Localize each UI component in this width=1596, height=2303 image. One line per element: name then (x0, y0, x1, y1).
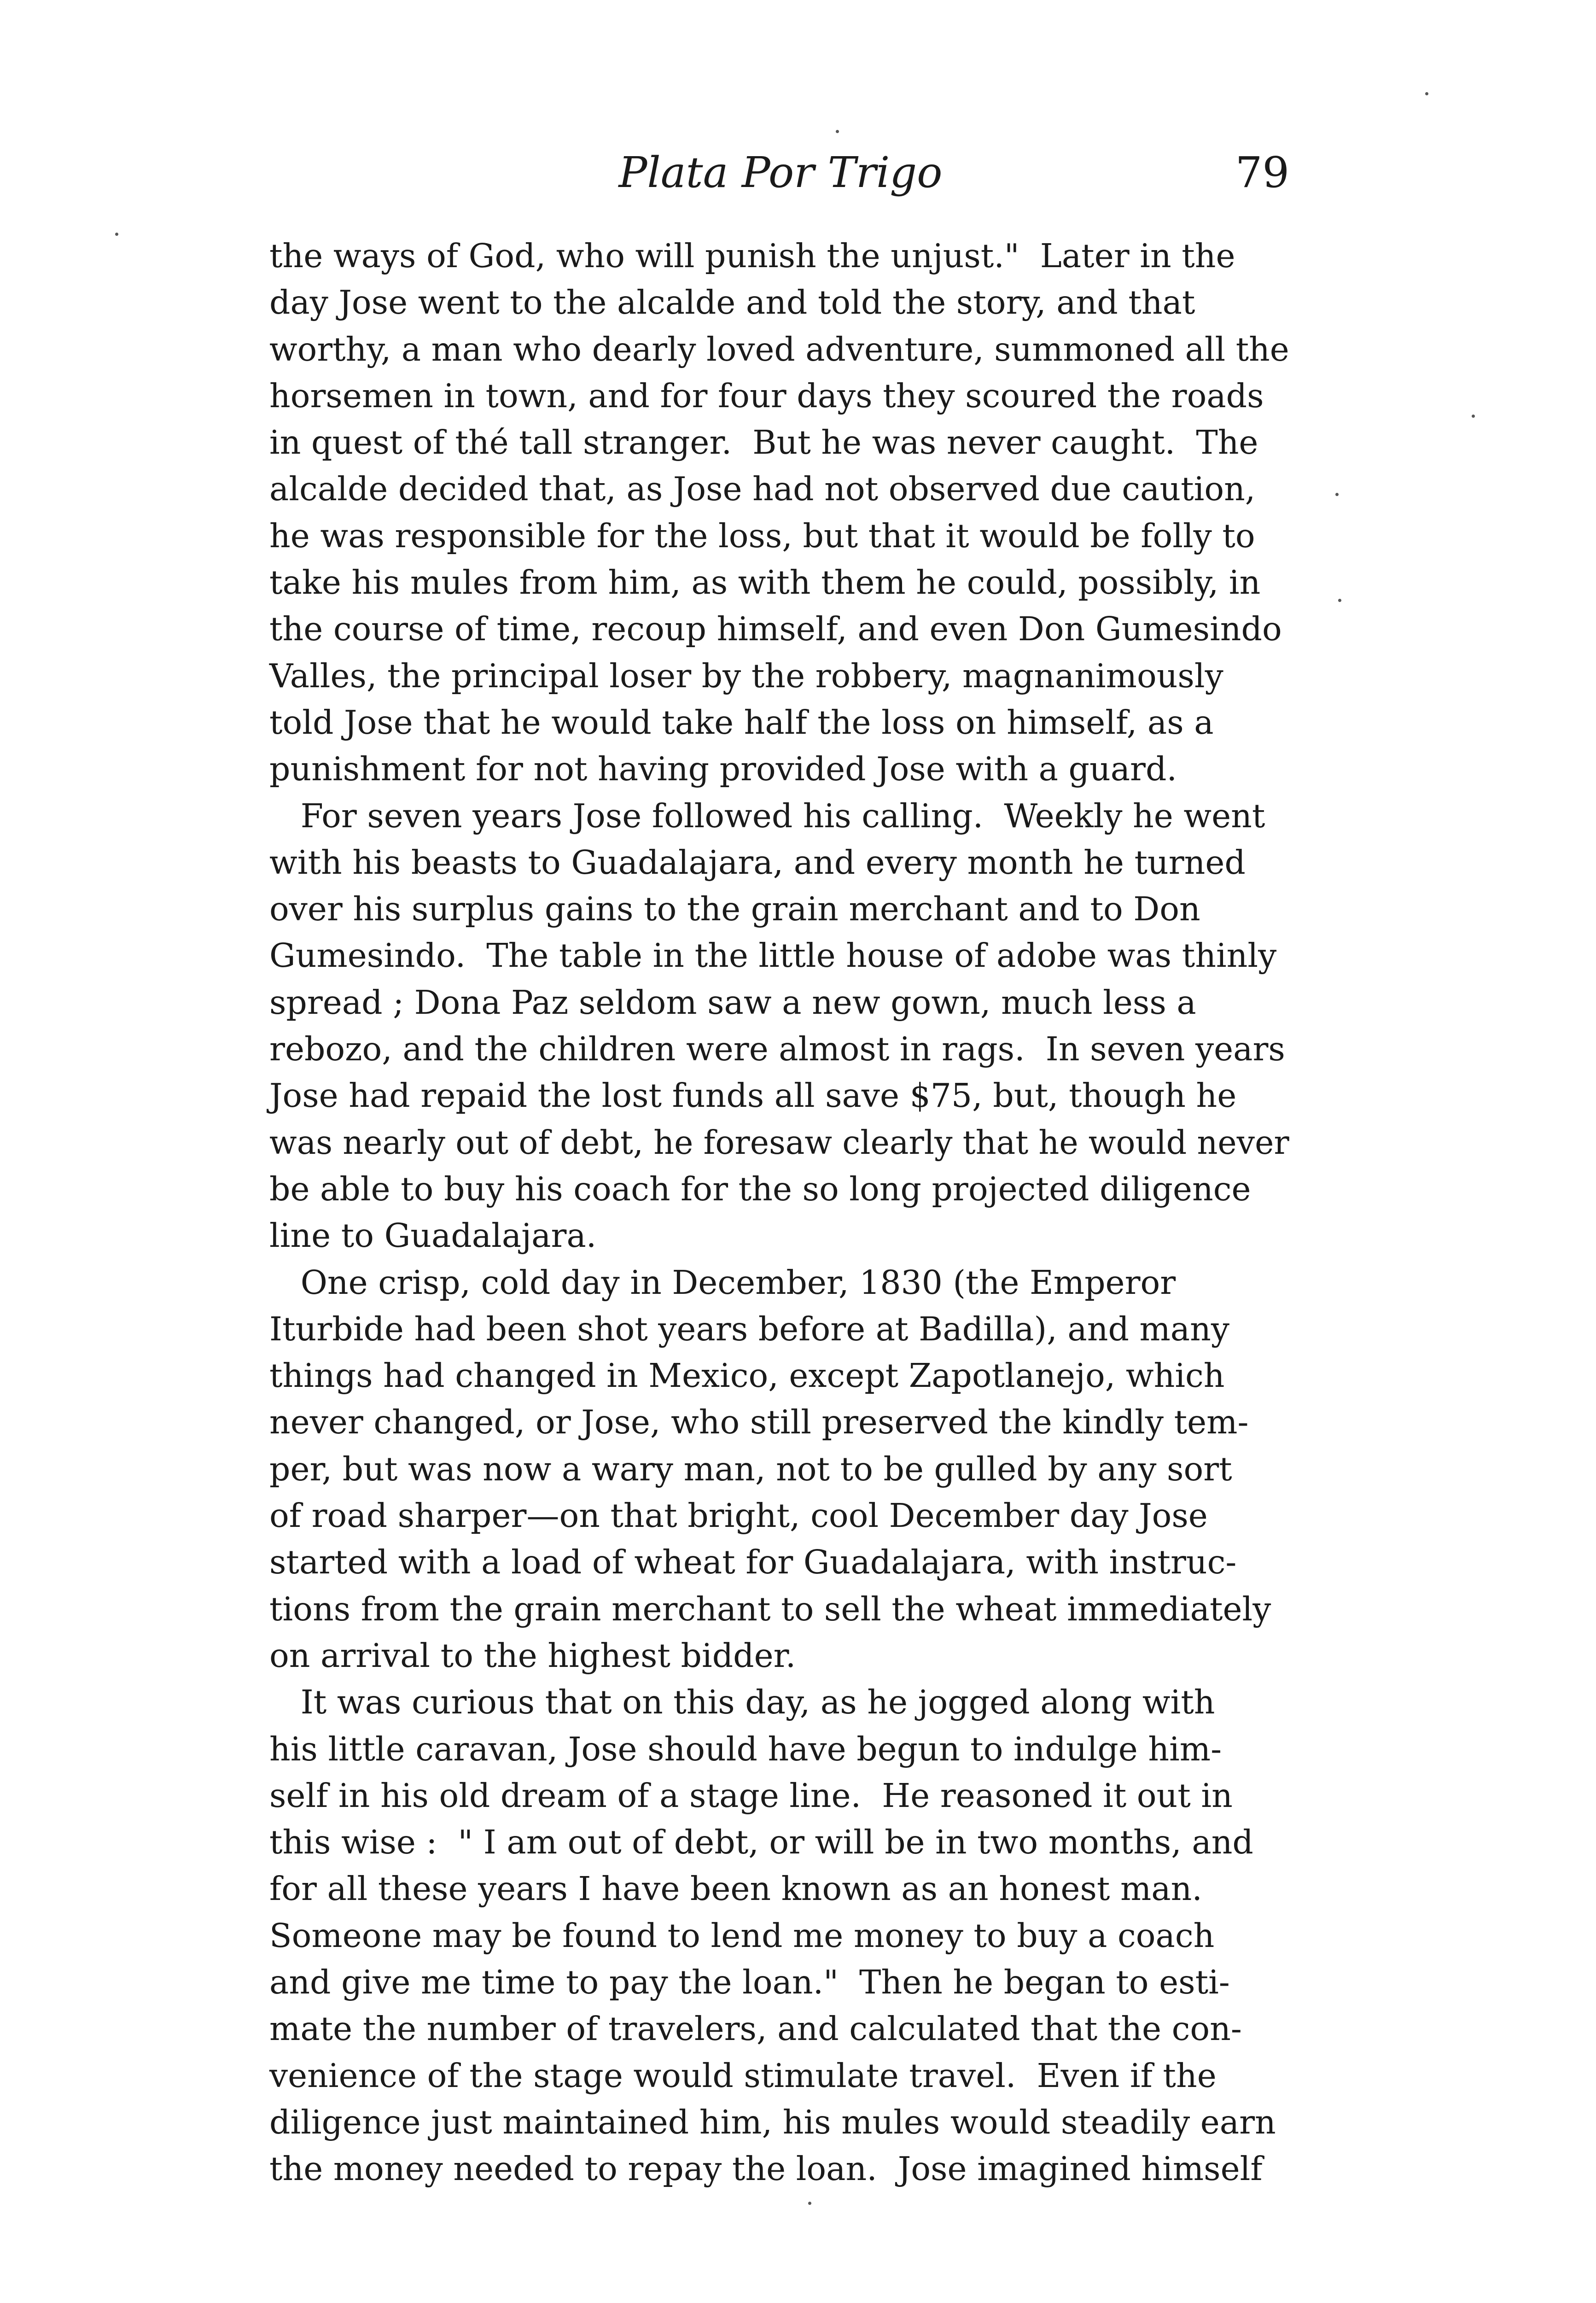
text-line: started with a load of wheat for Guadalajara, with instruc- (269, 1543, 1237, 1582)
text-line: told Jose that he would take half the loss on himself, as a (269, 703, 1214, 742)
text-line: self in his old dream of a stage line. He reasoned it out in (269, 1776, 1233, 1815)
text-line: the ways of God, who will punish the unjust." Later in the (269, 237, 1235, 275)
text-line: be able to buy his coach for the so long projected diligence (269, 1169, 1251, 1208)
text-line: mate the number of travelers, and calculated that the con- (269, 2010, 1242, 2048)
text-line: the course of time, recoup himself, and even Don Gumesindo (269, 610, 1282, 649)
text-line: horsemen in town, and for four days they scoured the roads (269, 376, 1264, 415)
body-text (269, 233, 1289, 2192)
text-line: his little caravan, Jose should have begun to indulge him- (269, 1730, 1222, 1768)
text-line: take his mules from him, as with them he could, possibly, in (269, 563, 1261, 602)
text-line: Iturbide had been shot years before at Badilla), and many (269, 1309, 1229, 1348)
text-line: Gumesindo. The table in the little house of adobe was thinly (269, 936, 1277, 975)
scan-speck (836, 130, 839, 133)
text-line: per, but was now a wary man, not to be gulled by any sort (269, 1450, 1232, 1488)
text-line: alcalde decided that, as Jose had not observed due caution, (269, 470, 1256, 509)
text-line: and give me time to pay the loan." Then he began to esti- (269, 1963, 1230, 2001)
text-line: Valles, the principal loser by the robbery, magnanimously (269, 656, 1223, 695)
scan-speck (1335, 493, 1339, 496)
text-line: spread ; Dona Paz seldom saw a new gown, much less a (269, 983, 1196, 1022)
page-number: 79 (1235, 148, 1289, 197)
running-head (272, 138, 1289, 207)
text-line: the money needed to repay the loan. Jose imagined himself (269, 2150, 1263, 2188)
text-line: with his beasts to Guadalajara, and every month he turned (269, 843, 1246, 882)
text-line: he was responsible for the loss, but that it would be folly to (269, 516, 1255, 555)
text-line: Someone may be found to lend me money to buy a coach (269, 1916, 1215, 1955)
text-line: Jose had repaid the lost funds all save $75, but, though he (269, 1076, 1237, 1115)
text-line: It was curious that on this day, as he jogged along with (269, 1683, 1215, 1722)
text-line: punishment for not having provided Jose with a guard. (269, 750, 1177, 789)
scan-speck (115, 233, 118, 236)
text-line: One crisp, cold day in December, 1830 (the Emperor (269, 1263, 1176, 1302)
text-line: day Jose went to the alcalde and told the story, and that (269, 283, 1195, 322)
scan-speck (808, 2202, 811, 2205)
text-line: of road sharper—on that bright, cool December day Jose (269, 1496, 1208, 1535)
text-line: For seven years Jose followed his calling. Weekly he went (269, 796, 1265, 835)
text-line: in quest of thé tall stranger. But he was never caught. The (269, 423, 1258, 462)
text-line: over his surplus gains to the grain merchant and to Don (269, 890, 1200, 929)
text-line: line to Guadalajara. (269, 1216, 597, 1255)
text-line: venience of the stage would stimulate travel. Even if the (269, 2056, 1217, 2095)
text-line: diligence just maintained him, his mules would steadily earn (269, 2103, 1276, 2141)
text-line: tions from the grain merchant to sell the wheat immediately (269, 1590, 1271, 1628)
scan-speck (1338, 599, 1341, 602)
text-line: things had changed in Mexico, except Zapotlanejo, which (269, 1356, 1225, 1395)
text-line: worthy, a man who dearly loved adventure, summoned all the (269, 330, 1289, 368)
text-line: for all these years I have been known as an honest man. (269, 1870, 1202, 1908)
text-line: rebozo, and the children were almost in rags. In seven years (269, 1030, 1285, 1069)
scan-speck (1425, 92, 1428, 95)
text-line: never changed, or Jose, who still preserved the kindly tem- (269, 1403, 1249, 1442)
scan-speck (1472, 415, 1475, 418)
text-line: this wise : " I am out of debt, or will be in two months, and (269, 1823, 1253, 1862)
text-line: was nearly out of debt, he foresaw clearly that he would never (269, 1123, 1289, 1162)
running-title: Plata Por Trigo (618, 148, 943, 197)
text-line: on arrival to the highest bidder. (269, 1636, 796, 1675)
